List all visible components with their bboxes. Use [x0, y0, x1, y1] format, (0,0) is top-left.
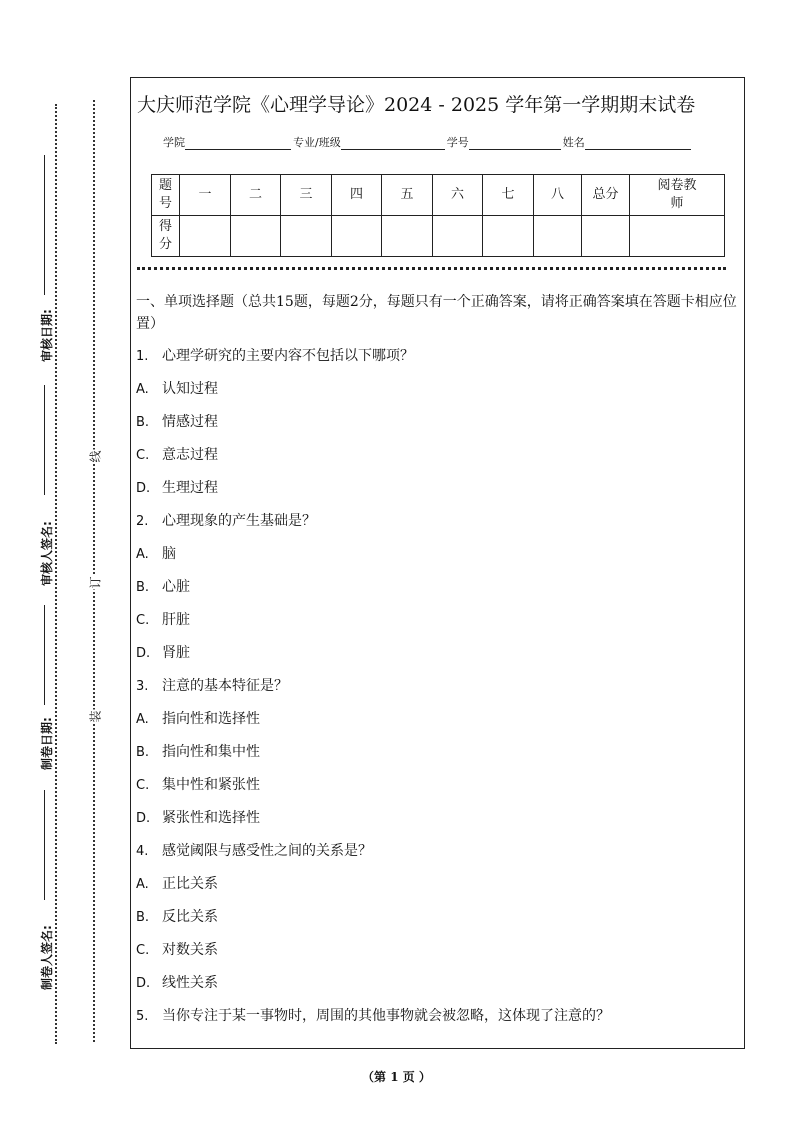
question-section: [136, 291, 740, 1039]
col-total: 总分: [582, 175, 630, 216]
col-7: 七: [483, 175, 534, 216]
major-class-field[interactable]: [341, 138, 445, 150]
answer-option: [136, 412, 740, 445]
major-class-label: 专业/班级: [293, 136, 341, 149]
option-key: C.: [136, 778, 150, 793]
question-number: 5.: [136, 1009, 149, 1024]
prep-date-label: 制卷日期:: [40, 717, 54, 770]
reviewer-signature-label: 审核人签名:: [40, 521, 54, 586]
option-text: 正比关系: [162, 876, 218, 892]
option-key: D.: [136, 811, 151, 826]
col-3: 三: [281, 175, 332, 216]
answer-option: [136, 577, 740, 610]
col-6: 六: [433, 175, 483, 216]
college-label: 学院: [163, 136, 185, 149]
option-key: A.: [136, 712, 149, 727]
score-cell-total[interactable]: [582, 216, 630, 257]
score-table: [151, 174, 725, 257]
option-key: A.: [136, 547, 149, 562]
option-text: 指向性和选择性: [162, 711, 260, 727]
reviewer-signature-line: [44, 385, 45, 495]
student-info-row: [163, 134, 693, 150]
answer-option: [136, 445, 740, 478]
answer-option: [136, 973, 740, 1006]
bind-char-bind: 订: [85, 576, 106, 590]
question-number: 1.: [136, 349, 149, 364]
question-text: 心理现象的产生基础是？: [162, 513, 316, 529]
answer-option: [136, 643, 740, 676]
question-text: 感觉阈限与感受性之间的关系是？: [162, 843, 372, 859]
question-list: [136, 346, 740, 1039]
option-text: 心脏: [162, 579, 190, 595]
option-key: A.: [136, 877, 149, 892]
option-text: 认知过程: [162, 381, 218, 397]
exam-frame: [130, 77, 745, 1049]
option-key: A.: [136, 382, 149, 397]
question-stem: [136, 511, 740, 544]
score-cell[interactable]: [332, 216, 382, 257]
option-key: C.: [136, 448, 150, 463]
option-key: B.: [136, 580, 150, 595]
answer-option: [136, 874, 740, 907]
question-number: 3.: [136, 679, 149, 694]
question-stem: [136, 346, 740, 379]
score-cell[interactable]: [231, 216, 281, 257]
question-number: 4.: [136, 844, 149, 859]
option-key: C.: [136, 943, 150, 958]
option-key: B.: [136, 415, 150, 430]
exam-title: 大庆师范学院《心理学导论》2024 - 2025 学年第一学期期末试卷: [137, 94, 696, 116]
bind-char-line: 线: [85, 450, 106, 464]
preparer-signature-line: [44, 790, 45, 900]
page-number: （第 1 页 ）: [362, 1070, 431, 1084]
col-8: 八: [534, 175, 582, 216]
option-text: 指向性和集中性: [162, 744, 260, 760]
option-text: 紧张性和选择性: [162, 810, 260, 826]
question-text: 心理学研究的主要内容不包括以下哪项？: [162, 348, 414, 364]
college-field[interactable]: [185, 138, 291, 150]
review-date-label: 审核日期:: [40, 309, 54, 362]
option-text: 对数关系: [162, 942, 218, 958]
answer-option: [136, 478, 740, 511]
answer-option: [136, 610, 740, 643]
bind-char-mount: 装: [85, 710, 106, 724]
score-cell[interactable]: [433, 216, 483, 257]
option-text: 脑: [162, 546, 176, 562]
answer-option: [136, 940, 740, 973]
outer-dotted-line: [55, 104, 57, 1044]
col-5: 五: [382, 175, 433, 216]
col-1: 一: [180, 175, 231, 216]
student-id-field[interactable]: [469, 138, 561, 150]
question-number: 2.: [136, 514, 149, 529]
option-text: 肝脏: [162, 612, 190, 628]
header-separator: [137, 267, 726, 270]
option-key: D.: [136, 646, 151, 661]
binding-margin: [0, 0, 70, 1122]
answer-option: [136, 808, 740, 841]
option-text: 肾脏: [162, 645, 190, 661]
score-cell[interactable]: [534, 216, 582, 257]
question-text: 当你专注于某一事物时，周围的其他事物就会被忽略，这体现了注意的？: [162, 1008, 610, 1024]
option-key: D.: [136, 976, 151, 991]
option-key: C.: [136, 613, 150, 628]
col-4: 四: [332, 175, 382, 216]
option-key: D.: [136, 481, 151, 496]
section-heading: 一、单项选择题（总共15题，每题2分，每题只有一个正确答案，请将正确答案填在答题卡相应位置）: [136, 294, 737, 332]
answer-option: [136, 775, 740, 808]
score-cell-grader[interactable]: [630, 216, 725, 257]
prep-date-line: [44, 605, 45, 705]
option-text: 意志过程: [162, 447, 218, 463]
student-id-label: 学号: [446, 136, 469, 149]
option-text: 生理过程: [162, 480, 218, 496]
answer-option: [136, 379, 740, 412]
question-stem: [136, 676, 740, 709]
score-cell[interactable]: [180, 216, 231, 257]
score-label: 得分: [158, 219, 172, 252]
score-cell[interactable]: [483, 216, 534, 257]
col-2: 二: [231, 175, 281, 216]
score-table-score-row: [152, 216, 725, 257]
score-cell[interactable]: [281, 216, 332, 257]
question-number-label: 题号: [158, 178, 172, 211]
name-label: 姓名: [562, 136, 585, 149]
preparer-signature-label: 制卷人签名:: [40, 925, 54, 990]
answer-option: [136, 742, 740, 775]
name-field[interactable]: [585, 138, 691, 150]
question-text: 注意的基本特征是？: [162, 678, 288, 694]
score-table-header-row: [152, 175, 725, 216]
option-text: 情感过程: [162, 414, 218, 430]
binding-dotted-line: [93, 100, 95, 1042]
option-text: 线性关系: [162, 975, 218, 991]
question-stem: [136, 1006, 740, 1039]
col-grader: 阅卷教师: [657, 178, 697, 211]
answer-option: [136, 709, 740, 742]
option-text: 集中性和紧张性: [162, 777, 260, 793]
answer-option: [136, 544, 740, 577]
score-cell[interactable]: [382, 216, 433, 257]
option-key: B.: [136, 910, 150, 925]
option-text: 反比关系: [162, 909, 218, 925]
option-key: B.: [136, 745, 150, 760]
answer-option: [136, 907, 740, 940]
question-stem: [136, 841, 740, 874]
review-date-line: [44, 155, 45, 295]
